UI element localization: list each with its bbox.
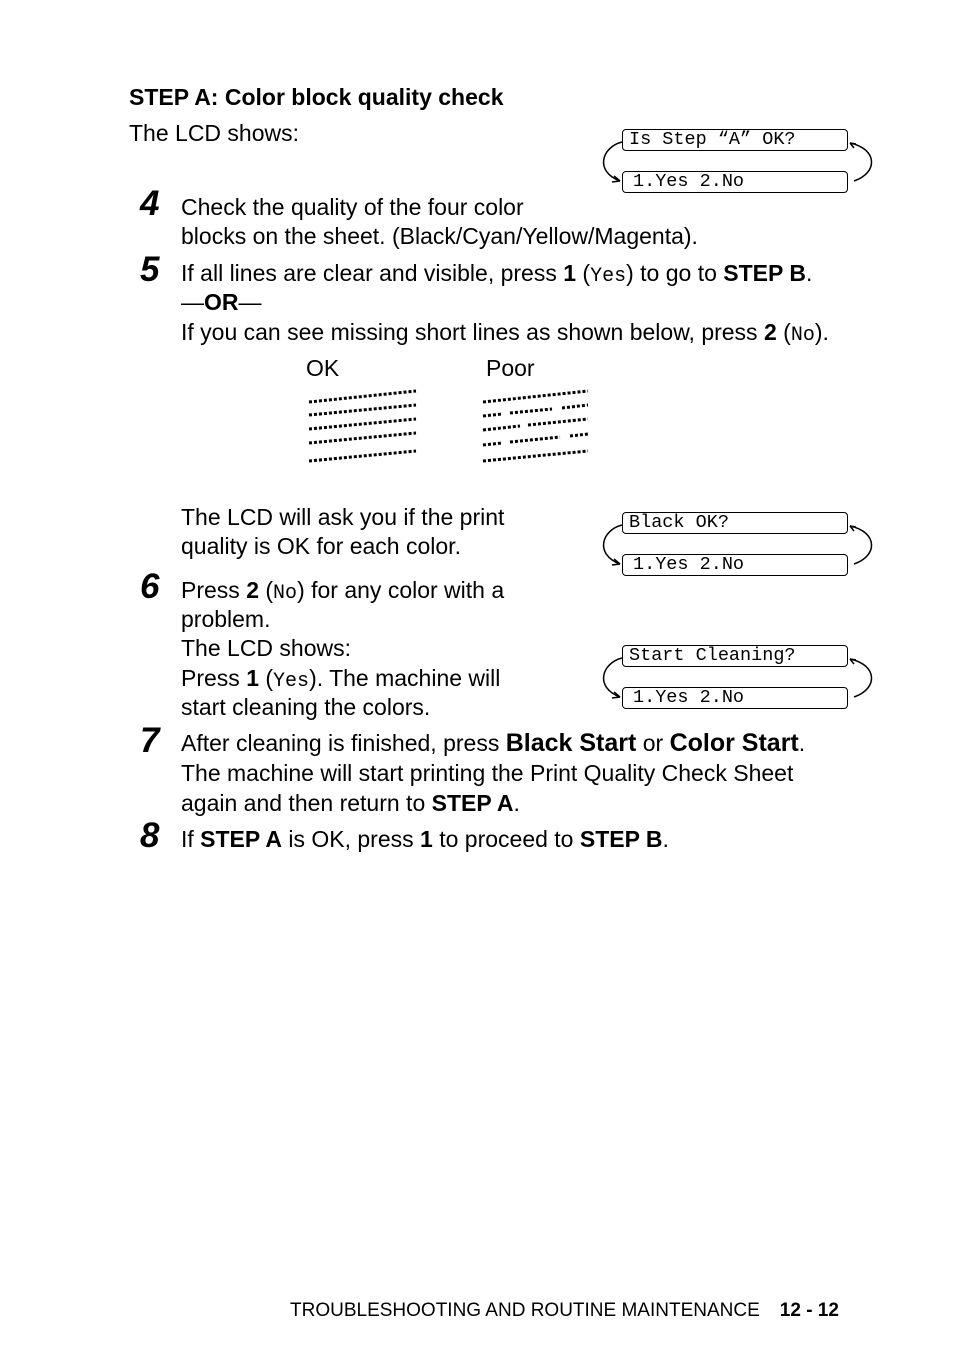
step-number-6: 6: [140, 567, 160, 606]
ask-quality-line-2: quality is OK for each color.: [181, 533, 461, 559]
ok-print-sample-figure: [306, 386, 421, 468]
step-5-line-2: If you can see missing short lines as shown below, press 2 (No).: [181, 319, 829, 347]
step-4-line-1: Check the quality of the four color: [181, 194, 524, 220]
lcd-screen-start-cleaning: [598, 645, 878, 715]
poor-print-sample-figure: [480, 386, 595, 468]
section-heading: STEP A: Color block quality check: [129, 84, 504, 110]
lcd-line-1: Black OK?: [622, 512, 848, 534]
step-number-7: 7: [140, 721, 160, 760]
step-6-line-1: Press 2 (No) for any color with a: [181, 577, 505, 605]
step-6-line-5: start cleaning the colors.: [181, 694, 431, 720]
lcd-screen-black-ok: [598, 512, 878, 582]
lcd-line-2: 1.Yes 2.No: [622, 687, 848, 709]
step-5-or: —OR—: [181, 289, 262, 315]
step-7-line-1: After cleaning is finished, press Black Start or Color Start.: [181, 729, 806, 757]
step-number-8: 8: [140, 816, 160, 855]
figure-poor-label: Poor: [486, 355, 535, 381]
footer-section-title: TROUBLESHOOTING AND ROUTINE MAINTENANCE: [290, 1300, 760, 1321]
step-6-line-4: Press 1 (Yes). The machine will: [181, 665, 501, 693]
step-number-4: 4: [140, 184, 160, 223]
lcd-line-2: 1.Yes 2.No: [622, 554, 848, 576]
step-7-line-2: The machine will start printing the Print Quality Check Sheet: [181, 760, 794, 786]
page-footer: [290, 1300, 839, 1322]
step-5-line-1: If all lines are clear and visible, press 1 (Yes) to go to STEP B.: [181, 260, 813, 288]
lcd-shows-label: The LCD shows:: [129, 120, 300, 146]
step-number-5: 5: [140, 250, 160, 289]
step-4-line-2: blocks on the sheet. (Black/Cyan/Yellow/Magenta).: [181, 223, 698, 249]
step-8-line-1: If STEP A is OK, press 1 to proceed to STEP B.: [181, 826, 669, 852]
step-6-line-3: The LCD shows:: [181, 635, 352, 661]
lcd-line-2: 1.Yes 2.No: [622, 171, 848, 193]
footer-page-number: 12 - 12: [779, 1300, 839, 1321]
figure-ok-label: OK: [306, 355, 340, 381]
ask-quality-line-1: The LCD will ask you if the print: [181, 504, 505, 530]
step-6-line-2: problem.: [181, 606, 271, 632]
lcd-screen-step-a: [598, 129, 878, 199]
step-7-line-3: again and then return to STEP A.: [181, 790, 520, 816]
lcd-line-1: Start Cleaning?: [622, 645, 848, 667]
lcd-line-1: Is Step “A” OK?: [622, 129, 848, 151]
